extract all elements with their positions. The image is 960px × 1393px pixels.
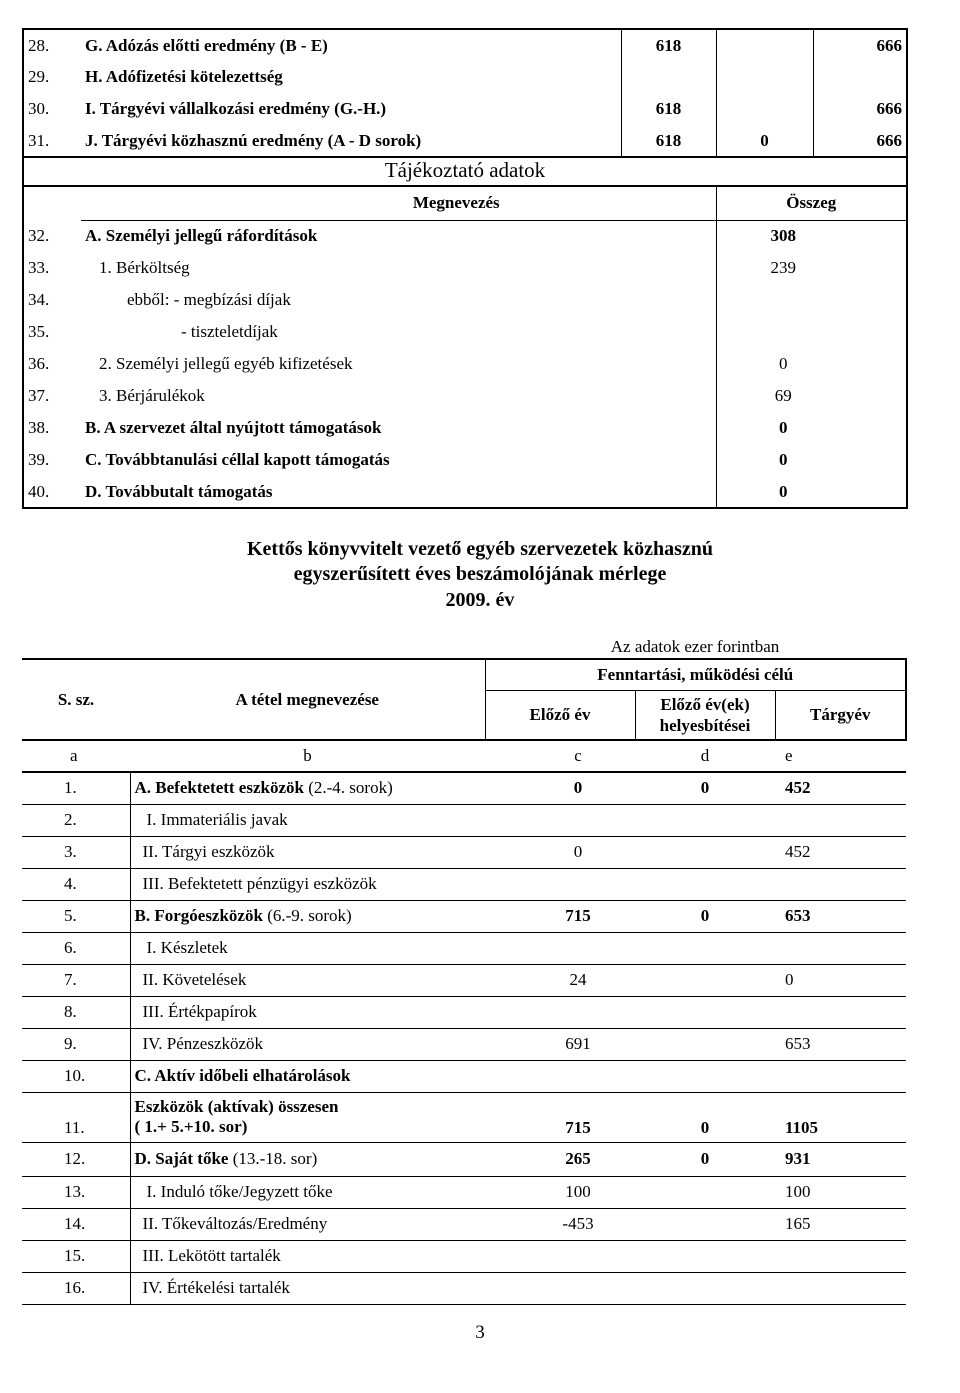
table-row	[22, 1208, 906, 1240]
table-row	[22, 900, 906, 932]
prev-value: 265	[485, 1142, 635, 1176]
table-row	[23, 348, 907, 380]
row-label: III. Értékpapírok	[130, 996, 485, 1028]
row-label: B. A szervezet által nyújtott támogatások	[85, 418, 382, 438]
info-title: Tájékoztató adatok	[23, 156, 907, 186]
curr-value: 452	[775, 772, 906, 804]
value-col2	[716, 29, 813, 61]
table-row	[22, 1176, 906, 1208]
curr-value: 0	[775, 964, 906, 996]
row-label: I. Immateriális javak	[130, 804, 485, 836]
row-label: II. Tőkeváltozás/Eredmény	[130, 1208, 485, 1240]
table-row	[22, 996, 906, 1028]
row-number: 1.	[22, 772, 130, 804]
table-row	[22, 932, 906, 964]
row-number: 33.	[23, 252, 81, 284]
curr-value: 452	[775, 836, 906, 868]
row-number: 5.	[22, 900, 130, 932]
table-row	[23, 125, 907, 157]
row-label: A. Személyi jellegű ráfordítások	[85, 226, 318, 246]
prev-value: 0	[485, 772, 635, 804]
row-label: D. Továbbutalt támogatás	[81, 476, 716, 508]
row-label-extra: (6.-9. sorok)	[262, 906, 352, 926]
row-label-extra: (13.-18. sor)	[228, 1149, 318, 1169]
row-label: G. Adózás előtti eredmény (B - E)	[81, 29, 621, 61]
table-row	[23, 476, 907, 508]
adj-value	[635, 964, 775, 996]
row-label-extra: (2.-4. sorok)	[303, 778, 393, 798]
info-table	[22, 156, 908, 509]
value-col1: 618	[621, 93, 716, 125]
row-number: 37.	[23, 380, 81, 412]
row-value: 0	[716, 444, 907, 476]
prev-value: 24	[485, 964, 635, 996]
row-value: 239	[716, 252, 907, 284]
row-number: 32.	[23, 220, 81, 252]
header-adjustments-line2: helyesbítései	[659, 715, 751, 735]
row-label: III. Befektetett pénzügyi eszközök	[130, 868, 485, 900]
row-label	[130, 900, 485, 932]
table-row	[22, 1092, 906, 1142]
adj-value	[635, 868, 775, 900]
curr-value	[775, 804, 906, 836]
row-number: 30.	[23, 93, 81, 125]
row-number: 13.	[22, 1176, 130, 1208]
prev-value: 715	[485, 900, 635, 932]
table-row	[23, 252, 907, 284]
row-label: I. Készletek	[130, 932, 485, 964]
row-number: 36.	[23, 348, 81, 380]
row-number: 4.	[22, 868, 130, 900]
row-number: 9.	[22, 1028, 130, 1060]
info-col-sum: Összeg	[716, 186, 907, 220]
row-label: IV. Értékelési tartalék	[130, 1272, 485, 1304]
row-label: I. Induló tőke/Jegyzett tőke	[130, 1176, 485, 1208]
letter-d: d	[635, 740, 775, 772]
prev-value	[485, 996, 635, 1028]
curr-value	[775, 868, 906, 900]
table-row	[22, 804, 906, 836]
row-value	[716, 316, 907, 348]
table-row	[22, 1060, 906, 1092]
header-current-year: Tárgyév	[775, 690, 906, 740]
table-row	[22, 836, 906, 868]
row-label-main: B. Forgóeszközök	[134, 906, 263, 926]
row-label: II. Tárgyi eszközök	[130, 836, 485, 868]
curr-value: 931	[775, 1142, 906, 1176]
curr-value	[775, 996, 906, 1028]
table-row	[22, 1142, 906, 1176]
row-number: 11.	[22, 1092, 130, 1142]
balance-title-line2: egyszerűsített éves beszámolójának mérlege	[293, 563, 667, 585]
table-row	[23, 93, 907, 125]
row-number: 15.	[22, 1240, 130, 1272]
adj-value	[635, 1028, 775, 1060]
value-col1: 618	[621, 29, 716, 61]
adj-value	[635, 1272, 775, 1304]
balance-table	[22, 658, 907, 1305]
table-row	[22, 964, 906, 996]
curr-value: 100	[775, 1176, 906, 1208]
row-label-main: D. Saját tőke	[134, 1149, 229, 1169]
row-label: I. Tárgyévi vállalkozási eredmény (G.-H.)	[85, 99, 387, 119]
info-col-name: Megnevezés	[81, 186, 716, 220]
row-label	[130, 1142, 485, 1176]
prev-value: 0	[485, 836, 635, 868]
value-col2	[716, 93, 813, 125]
prev-value: 100	[485, 1176, 635, 1208]
row-value: 0	[716, 412, 907, 444]
row-number: 16.	[22, 1272, 130, 1304]
value-col3: 666	[813, 29, 907, 61]
table-row	[22, 1272, 906, 1304]
row-label: IV. Pénzeszközök	[130, 1028, 485, 1060]
value-col3: 666	[813, 93, 907, 125]
adj-value: 0	[635, 900, 775, 932]
row-label: 2. Személyi jellegű egyéb kifizetések	[99, 354, 353, 374]
page-number: 3	[475, 1322, 485, 1343]
balance-title-line1: Kettős könyvvitelt vezető egyéb szervezetek közhasznú	[247, 538, 713, 560]
curr-value: 653	[775, 1028, 906, 1060]
header-serial: S. sz.	[22, 659, 130, 740]
adj-value	[635, 932, 775, 964]
adj-value	[635, 1060, 775, 1092]
table-row	[23, 29, 907, 61]
table-row	[23, 380, 907, 412]
row-label	[130, 772, 485, 804]
row-value: 69	[716, 380, 907, 412]
row-value: 0	[716, 476, 907, 508]
row-number: 14.	[22, 1208, 130, 1240]
row-number: 3.	[22, 836, 130, 868]
row-number: 2.	[22, 804, 130, 836]
row-number: 7.	[22, 964, 130, 996]
curr-value: 165	[775, 1208, 906, 1240]
adj-value	[635, 1176, 775, 1208]
row-value: 0	[716, 348, 907, 380]
prev-value	[485, 1060, 635, 1092]
curr-value: 653	[775, 900, 906, 932]
row-number: 38.	[23, 412, 81, 444]
row-label: III. Lekötött tartalék	[130, 1240, 485, 1272]
prev-value	[485, 1272, 635, 1304]
row-number: 39.	[23, 444, 81, 476]
prev-value	[485, 804, 635, 836]
letter-row	[22, 740, 906, 772]
row-number: 8.	[22, 996, 130, 1028]
table-row	[23, 316, 907, 348]
row-label: C. Továbbtanulási céllal kapott támogatás	[85, 450, 390, 470]
table-row	[23, 61, 907, 93]
curr-value	[775, 1060, 906, 1092]
row-label: 3. Bérjárulékok	[99, 386, 205, 406]
header-item-name: A tétel megnevezése	[130, 659, 485, 740]
row-value	[716, 284, 907, 316]
prev-value	[485, 868, 635, 900]
row-label: C. Aktív időbeli elhatárolások	[130, 1060, 485, 1092]
value-col1: 618	[621, 125, 716, 157]
curr-value: 1105	[775, 1092, 906, 1142]
table-row	[22, 1028, 906, 1060]
row-label-line1: Eszközök (aktívak) összesen	[134, 1097, 339, 1116]
adj-value	[635, 836, 775, 868]
value-col2	[716, 61, 813, 93]
table-row	[22, 772, 906, 804]
row-label-main: A. Befektetett eszközök	[134, 778, 304, 798]
row-label: II. Követelések	[130, 964, 485, 996]
row-number: 40.	[23, 476, 81, 508]
row-label: J. Tárgyévi közhasznú eredmény (A - D sorok)	[81, 125, 621, 157]
header-adjustments	[635, 690, 775, 740]
row-number: 35.	[23, 316, 81, 348]
letter-c: c	[485, 740, 635, 772]
prev-value: 715	[485, 1092, 635, 1142]
value-col3: 666	[813, 125, 907, 157]
table-row	[23, 220, 907, 252]
row-number: 12.	[22, 1142, 130, 1176]
row-number: 6.	[22, 932, 130, 964]
value-col3	[813, 61, 907, 93]
table-row	[23, 444, 907, 476]
letter-e: e	[775, 740, 906, 772]
row-label	[130, 1092, 485, 1142]
adj-value	[635, 996, 775, 1028]
adj-value	[635, 804, 775, 836]
row-number: 29.	[23, 61, 81, 93]
adj-value	[635, 1240, 775, 1272]
header-prev-year: Előző év	[485, 690, 635, 740]
adj-value	[635, 1208, 775, 1240]
prev-value	[485, 1240, 635, 1272]
value-col1	[621, 61, 716, 93]
adj-value: 0	[635, 772, 775, 804]
row-label: - tiszteletdíjak	[181, 322, 278, 342]
row-label-line2: ( 1.+ 5.+10. sor)	[134, 1117, 248, 1136]
letter-b: b	[130, 740, 485, 772]
balance-year: 2009. év	[445, 589, 515, 611]
prev-value: -453	[485, 1208, 635, 1240]
letter-a: a	[22, 740, 130, 772]
row-number: 28.	[23, 29, 81, 61]
table-row	[23, 284, 907, 316]
adj-value: 0	[635, 1092, 775, 1142]
result-table	[22, 28, 908, 158]
table-row	[22, 868, 906, 900]
header-group: Fenntartási, működési célú	[485, 659, 906, 690]
curr-value	[775, 932, 906, 964]
value-col2: 0	[716, 125, 813, 157]
curr-value	[775, 1272, 906, 1304]
header-adjustments-line1: Előző év(ek)	[660, 694, 750, 714]
row-number: 10.	[22, 1060, 130, 1092]
row-label: H. Adófizetési kötelezettség	[85, 67, 283, 87]
table-row	[22, 1240, 906, 1272]
row-label: ebből: - megbízási díjak	[127, 290, 291, 310]
table-row	[23, 412, 907, 444]
row-label: 1. Bérköltség	[99, 258, 190, 278]
prev-value: 691	[485, 1028, 635, 1060]
unit-note: Az adatok ezer forintban	[610, 637, 780, 656]
prev-value	[485, 932, 635, 964]
row-number: 31.	[23, 125, 81, 157]
curr-value	[775, 1240, 906, 1272]
adj-value: 0	[635, 1142, 775, 1176]
row-number: 34.	[23, 284, 81, 316]
row-value: 308	[716, 220, 907, 252]
